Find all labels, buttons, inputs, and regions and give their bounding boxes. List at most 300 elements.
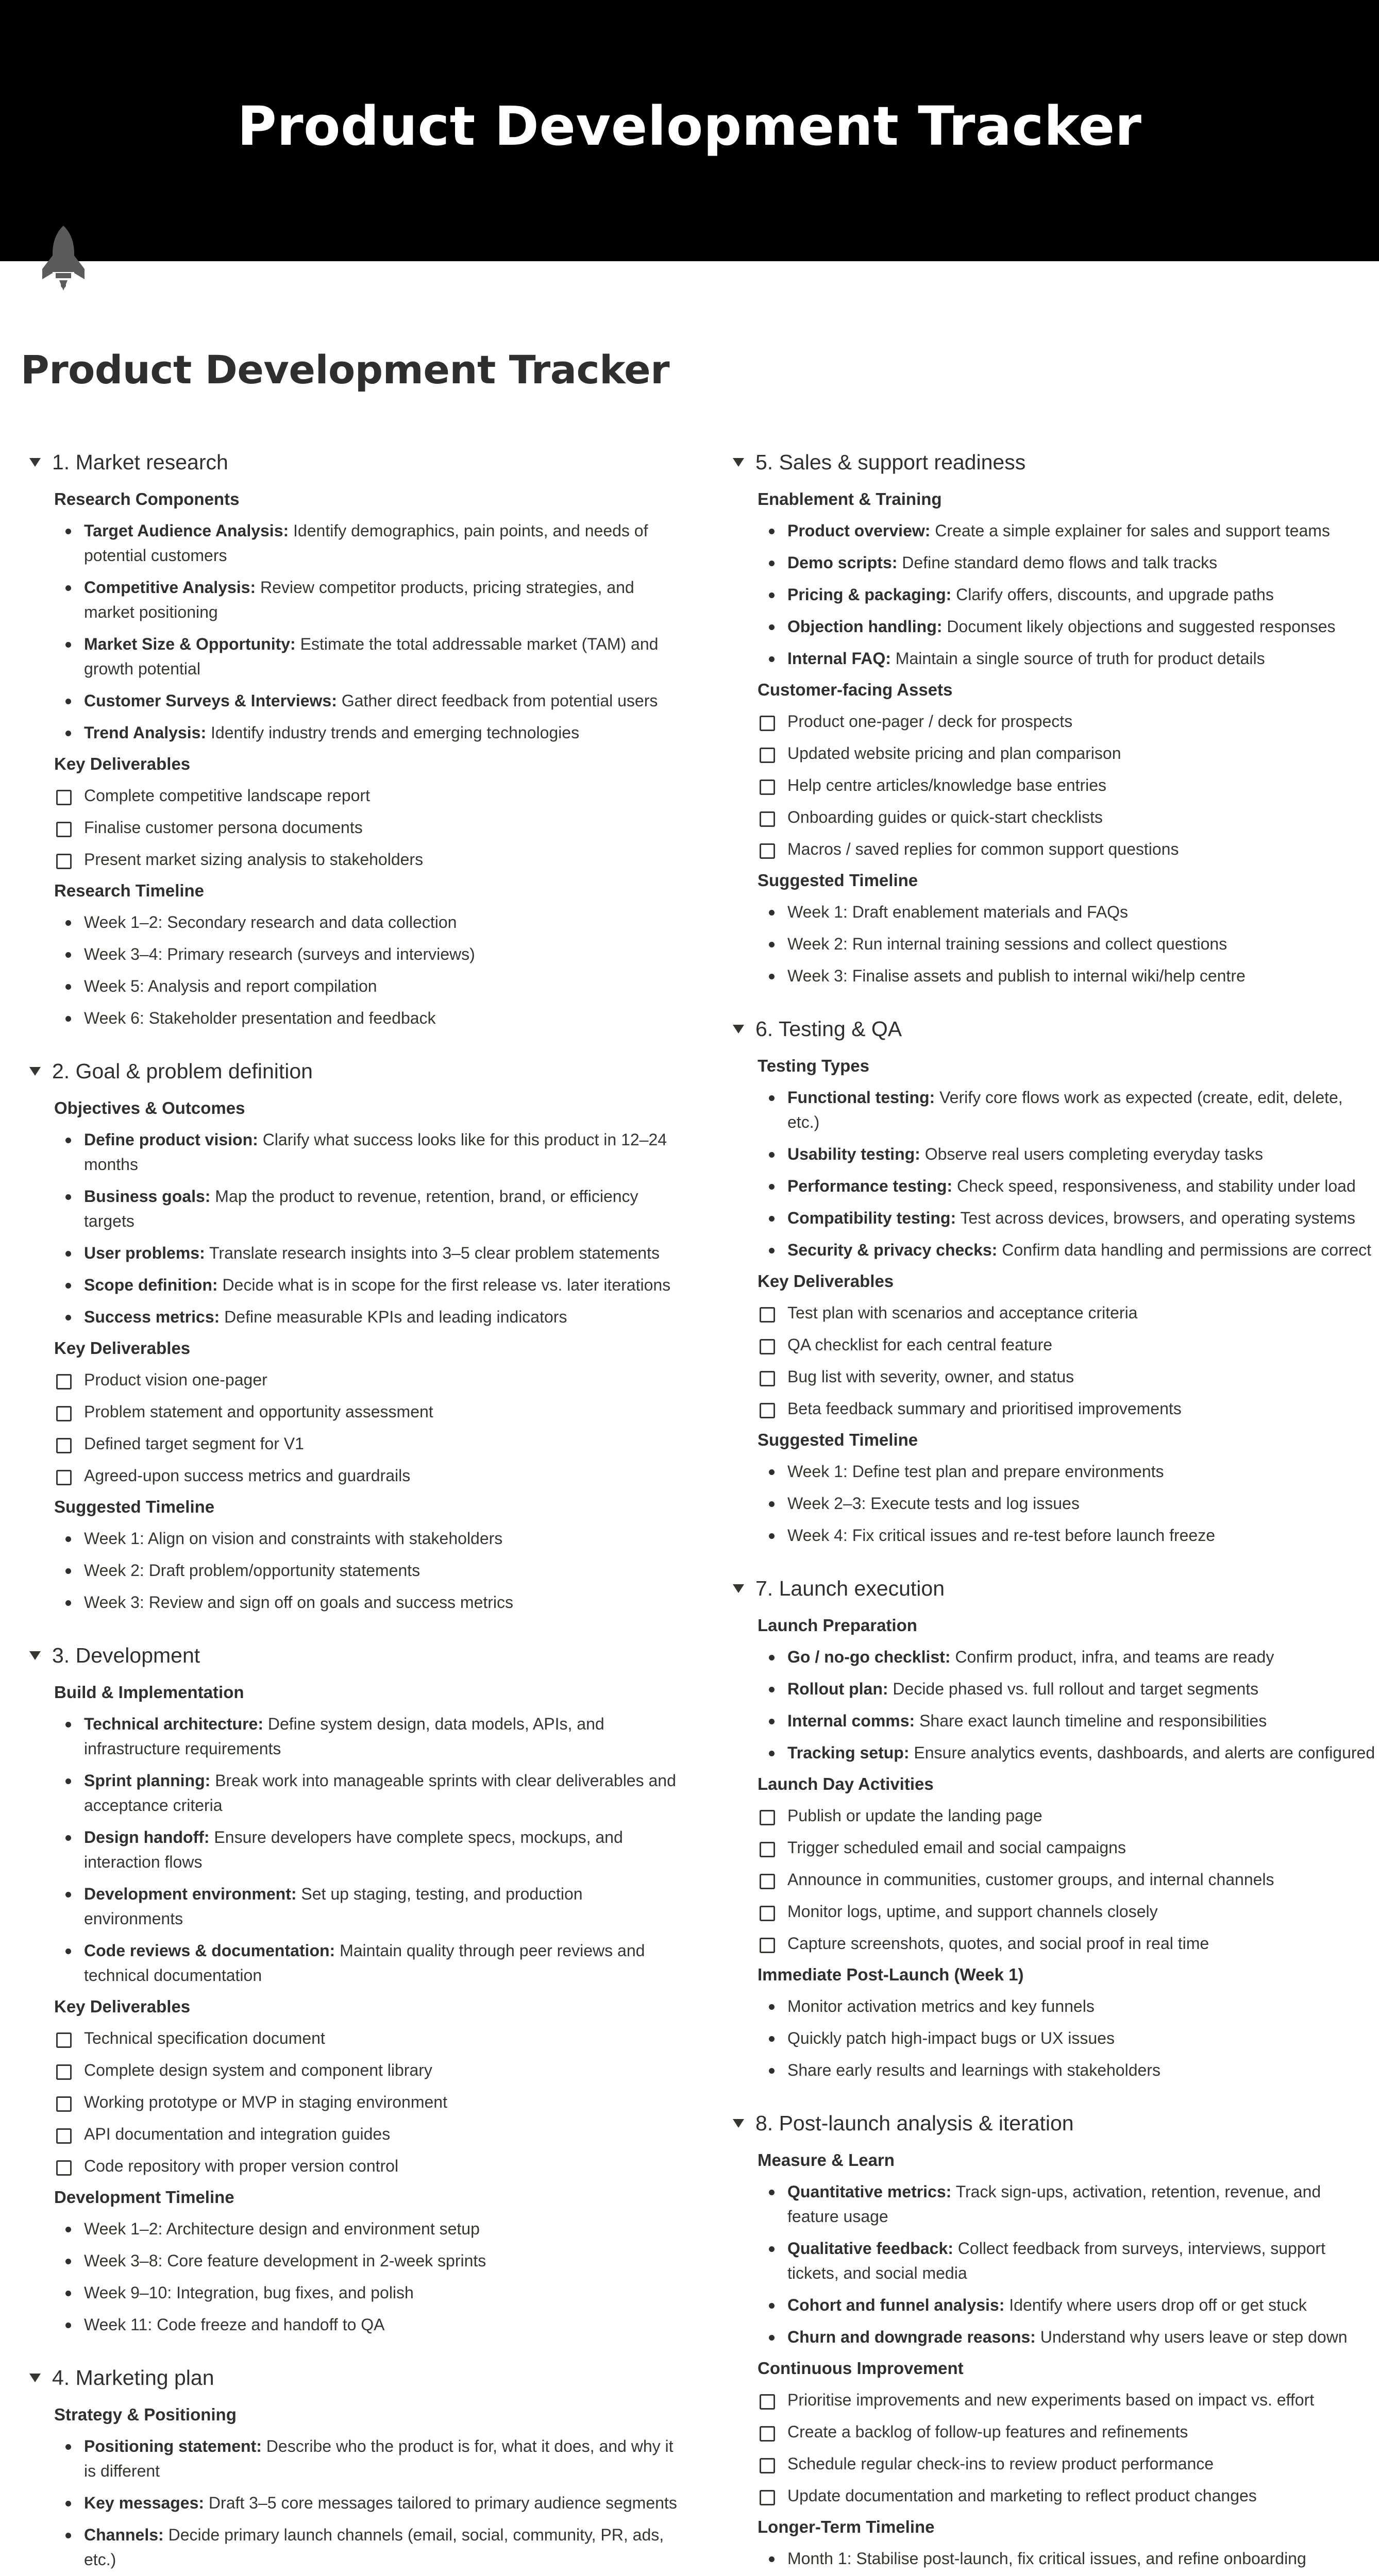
item-label: Rollout plan: — [787, 1680, 888, 1698]
todo-list — [54, 1364, 685, 1492]
toggle-section — [28, 1634, 685, 2341]
list-item — [758, 515, 1376, 547]
section-body — [54, 1093, 685, 1618]
item-text: Verify core flows work as expected (create, edit, delete, etc.) — [787, 1088, 1343, 1131]
subsection-heading: Suggested Timeline — [758, 1430, 918, 1449]
item-label: Key messages: — [84, 2494, 205, 2512]
item-label: Design handoff: — [84, 1828, 210, 1846]
todo-text: Announce in communities, customer groups, and internal channels — [787, 1870, 1274, 1889]
bullet-dot — [769, 1719, 775, 1724]
toggle-header[interactable] — [28, 1049, 685, 1093]
subsection-heading: Launch Preparation — [758, 1616, 917, 1635]
todo-item — [758, 1832, 1376, 1863]
bullet-dot — [65, 1892, 71, 1897]
section-title: 8. Post-launch analysis & iteration — [755, 2111, 1074, 2135]
checkbox[interactable] — [56, 1438, 72, 1453]
checkbox[interactable] — [56, 822, 72, 837]
item-text: Week 1: Align on vision and constraints with stakeholders — [84, 1529, 503, 1548]
checkbox[interactable] — [760, 2458, 775, 2473]
todo-item — [758, 2480, 1376, 2512]
caret-down-icon[interactable] — [28, 2366, 52, 2389]
item-label: Usability testing: — [787, 1145, 920, 1163]
list-item — [758, 1081, 1376, 1138]
list-item — [54, 1124, 685, 1180]
todo-text: QA checklist for each central feature — [787, 1335, 1053, 1354]
item-text: Describe who the product is for, what it does, and why it is different — [84, 2437, 674, 2480]
toggle-header[interactable] — [28, 440, 685, 484]
bullet-list — [758, 2176, 1376, 2353]
list-item — [54, 1708, 685, 1765]
bullet-dot — [769, 2335, 775, 2341]
todo-item — [758, 1361, 1376, 1393]
bullet-dot — [65, 1948, 71, 1954]
item-text: Test across devices, browsers, and operating systems — [956, 1209, 1355, 1227]
item-label: Trend Analysis: — [84, 723, 207, 742]
todo-item — [758, 705, 1376, 737]
section-body — [758, 1610, 1376, 2086]
bullet-dot — [769, 2556, 775, 2562]
item-label: Market Size & Opportunity: — [84, 635, 296, 653]
list-item — [54, 1522, 685, 1554]
bullet-dot — [769, 529, 775, 534]
item-text: Document likely objections and suggested responses — [942, 617, 1336, 636]
toggle-header[interactable] — [732, 2102, 1376, 2145]
bullet-dot — [65, 1194, 71, 1200]
bullet-dot — [769, 1533, 775, 1539]
bullet-dot — [65, 699, 71, 704]
todo-text: Updated website pricing and plan comparison — [787, 744, 1121, 762]
checkbox[interactable] — [760, 1371, 775, 1386]
todo-item — [758, 1393, 1376, 1425]
subsection-heading: Key Deliverables — [54, 754, 191, 773]
todo-item — [758, 2448, 1376, 2480]
bullet-dot — [65, 2323, 71, 2328]
item-text: Month 1: Stabilise post-launch, fix critical issues, and refine onboarding — [787, 2549, 1306, 2568]
item-text: Gather direct feedback from potential users — [337, 691, 658, 710]
list-item — [54, 1554, 685, 1586]
item-text: Clarify what success looks like for this product in 12–24 months — [84, 1130, 667, 1174]
list-item — [758, 1487, 1376, 1519]
todo-list — [758, 2384, 1376, 2512]
item-text: Week 2: Run internal training sessions and collect questions — [787, 935, 1227, 953]
todo-item — [758, 2416, 1376, 2448]
caret-down-icon[interactable] — [732, 1017, 755, 1041]
toggle-header[interactable] — [732, 1567, 1376, 1610]
todo-item — [54, 779, 685, 811]
list-item — [758, 1641, 1376, 1673]
bullet-dot — [65, 642, 71, 648]
bullet-dot — [65, 920, 71, 926]
todo-text: Schedule regular check-ins to review product performance — [787, 2454, 1214, 2473]
todo-item — [54, 2118, 685, 2150]
caret-down-icon[interactable] — [28, 450, 52, 474]
list-item — [758, 1673, 1376, 1705]
item-text: Ensure analytics events, dashboards, and alerts are configured — [909, 1743, 1375, 1762]
bullet-dot — [769, 2246, 775, 2252]
item-text: Translate research insights into 3–5 clear problem statements — [205, 1244, 660, 1262]
item-text: Week 4: Fix critical issues and re-test before launch freeze — [787, 1526, 1215, 1545]
checkbox[interactable] — [56, 854, 72, 869]
list-item — [54, 2519, 685, 2575]
todo-list — [54, 2022, 685, 2182]
subsection-heading: Continuous Improvement — [758, 2359, 964, 2378]
bullet-dot — [65, 1315, 71, 1320]
item-text: Confirm product, infra, and teams are ready — [950, 1648, 1274, 1666]
item-text: Quickly patch high-impact bugs or UX issues — [787, 2029, 1115, 2047]
toggle-section — [732, 440, 1376, 992]
todo-text: Complete competitive landscape report — [84, 786, 370, 805]
item-label: Technical architecture: — [84, 1715, 263, 1733]
list-item — [758, 2176, 1376, 2232]
checkbox[interactable] — [760, 2426, 775, 2442]
item-label: Business goals: — [84, 1187, 211, 1206]
section-title: 6. Testing & QA — [755, 1016, 902, 1041]
list-item — [54, 1269, 685, 1301]
bullet-dot — [65, 2291, 71, 2296]
item-text: Decide what is in scope for the first release vs. later iterations — [217, 1276, 671, 1294]
item-text: Week 3: Finalise assets and publish to internal wiki/help centre — [787, 967, 1246, 985]
item-text: Week 3: Review and sign off on goals and success metrics — [84, 1593, 514, 1612]
item-text: Define standard demo flows and talk tracks — [897, 553, 1218, 572]
item-text: Draft 3–5 core messages tailored to primary audience segments — [204, 2494, 677, 2512]
list-item — [758, 896, 1376, 928]
list-item — [758, 1990, 1376, 2022]
subsection-heading: Objectives & Outcomes — [54, 1098, 245, 1117]
checkbox[interactable] — [56, 1470, 72, 1485]
todo-text: Working prototype or MVP in staging environment — [84, 2093, 447, 2111]
bullet-list — [758, 896, 1376, 992]
bullet-dot — [769, 1184, 775, 1190]
checkbox[interactable] — [56, 2128, 72, 2144]
list-item — [54, 1878, 685, 1935]
subsection-heading: Launch Day Activities — [758, 1774, 934, 1793]
list-item — [54, 717, 685, 749]
bullet-list — [54, 2430, 685, 2576]
subsection-heading: Development Timeline — [54, 2188, 234, 2207]
bullet-dot — [769, 1751, 775, 1756]
bullet-dot — [769, 2004, 775, 2010]
toggle-header[interactable] — [732, 440, 1376, 484]
todo-item — [54, 2054, 685, 2086]
bullet-dot — [65, 952, 71, 958]
list-item — [54, 906, 685, 938]
bullet-dot — [769, 624, 775, 630]
item-text: Estimate the total addressable market (TAM) and growth potential — [84, 635, 659, 678]
item-text: Identify where users drop off or get stuck — [1004, 2296, 1307, 2314]
todo-text: Finalise customer persona documents — [84, 818, 363, 837]
subsection-heading: Testing Types — [758, 1056, 869, 1075]
checkbox[interactable] — [760, 1810, 775, 1825]
item-text: Identify industry trends and emerging technologies — [206, 723, 580, 742]
section-body — [758, 484, 1376, 992]
list-item — [758, 1737, 1376, 1769]
section-title: 7. Launch execution — [755, 1576, 945, 1600]
checkbox[interactable] — [760, 1403, 775, 1418]
list-item — [758, 1519, 1376, 1551]
bullet-dot — [769, 2190, 775, 2195]
checkbox[interactable] — [760, 2394, 775, 2410]
caret-down-icon[interactable] — [28, 1643, 52, 1667]
todo-item — [758, 2384, 1376, 2416]
item-label: Tracking setup: — [787, 1743, 910, 1762]
bullet-dot — [769, 942, 775, 947]
item-text: Understand why users leave or step down — [1035, 2328, 1348, 2346]
bullet-dot — [769, 1687, 775, 1692]
bullet-list — [54, 1708, 685, 1991]
todo-text: Complete design system and component library — [84, 2061, 432, 2079]
bullet-dot — [769, 1152, 775, 1158]
list-item — [54, 1301, 685, 1333]
subsection-heading: Research Timeline — [54, 881, 205, 900]
list-item — [54, 2245, 685, 2277]
list-item — [54, 2309, 685, 2341]
bullet-list — [758, 1990, 1376, 2086]
bullet-dot — [769, 1248, 775, 1253]
toggle-header[interactable] — [28, 2356, 685, 2399]
checkbox[interactable] — [56, 790, 72, 805]
todo-text: Update documentation and marketing to reflect product changes — [787, 2486, 1257, 2505]
item-text: Week 1–2: Secondary research and data collection — [84, 913, 457, 931]
checkbox[interactable] — [760, 1307, 775, 1323]
list-item — [758, 960, 1376, 992]
caret-down-icon[interactable] — [732, 1577, 755, 1600]
todo-item — [758, 801, 1376, 833]
todo-list — [758, 1297, 1376, 1425]
bullet-dot — [65, 1283, 71, 1289]
bullet-dot — [65, 529, 71, 534]
todo-text: Create a backlog of follow-up features and refinements — [787, 2422, 1188, 2441]
checkbox[interactable] — [56, 2064, 72, 2080]
caret-down-icon[interactable] — [732, 2111, 755, 2135]
list-item — [54, 2487, 685, 2519]
item-label: Define product vision: — [84, 1130, 258, 1149]
bullet-dot — [769, 561, 775, 566]
list-item — [54, 2213, 685, 2245]
caret-down-icon[interactable] — [28, 1059, 52, 1083]
list-item — [54, 2277, 685, 2309]
checkbox[interactable] — [56, 2032, 72, 2048]
checkbox[interactable] — [760, 811, 775, 827]
bullet-list — [54, 1522, 685, 1618]
checkbox[interactable] — [56, 1406, 72, 1421]
page-title: Product Development Tracker — [21, 347, 670, 393]
list-item — [54, 628, 685, 685]
item-text: Observe real users completing everyday tasks — [920, 1145, 1263, 1163]
todo-item — [758, 1297, 1376, 1329]
todo-item — [54, 2022, 685, 2054]
item-text: Week 1: Define test plan and prepare environments — [787, 1462, 1164, 1481]
todo-text: Onboarding guides or quick-start checklists — [787, 808, 1103, 826]
subsection-heading: Key Deliverables — [54, 1338, 191, 1358]
item-text: Map the product to revenue, retention, brand, or efficiency targets — [84, 1187, 638, 1230]
subsection-heading: Research Components — [54, 489, 240, 509]
section-body — [54, 1677, 685, 2341]
item-text: Share early results and learnings with stakeholders — [787, 2061, 1161, 2079]
item-text: Share exact launch timeline and responsibilities — [915, 1711, 1267, 1730]
todo-item — [758, 769, 1376, 801]
item-text: Maintain quality through peer reviews and technical documentation — [84, 1941, 645, 1985]
checkbox[interactable] — [760, 1938, 775, 1953]
item-text: Check speed, responsiveness, and stability under load — [952, 1177, 1356, 1195]
todo-item — [54, 1460, 685, 1492]
list-item — [54, 1237, 685, 1269]
bullet-dot — [65, 1016, 71, 1022]
bullet-dot — [65, 1568, 71, 1574]
item-label: Compatibility testing: — [787, 1209, 956, 1227]
list-item — [758, 1170, 1376, 1202]
bullet-dot — [65, 1600, 71, 1606]
item-label: Positioning statement: — [84, 2437, 262, 2455]
checkbox[interactable] — [760, 748, 775, 763]
item-label: Channels: — [84, 2526, 164, 2544]
bullet-dot — [769, 910, 775, 916]
item-text: Define measurable KPIs and leading indicators — [220, 1308, 567, 1326]
item-text: Week 11: Code freeze and handoff to QA — [84, 2315, 385, 2334]
checkbox[interactable] — [760, 1339, 775, 1354]
subsection-heading: Longer-Term Timeline — [758, 2517, 935, 2536]
item-text: Clarify offers, discounts, and upgrade paths — [951, 585, 1274, 604]
todo-item — [54, 1396, 685, 1428]
todo-item — [758, 1927, 1376, 1959]
checkbox[interactable] — [56, 2160, 72, 2176]
bullet-list — [54, 2213, 685, 2341]
toggle-section — [732, 2102, 1376, 2576]
caret-down-icon[interactable] — [732, 450, 755, 474]
list-item — [54, 1821, 685, 1878]
list-item — [54, 1765, 685, 1821]
todo-text: Test plan with scenarios and acceptance criteria — [787, 1303, 1138, 1322]
todo-item — [758, 737, 1376, 769]
bullet-list — [54, 906, 685, 1034]
item-label: Cohort and funnel analysis: — [787, 2296, 1005, 2314]
todo-item — [758, 1895, 1376, 1927]
checkbox[interactable] — [56, 1374, 72, 1389]
bullet-dot — [769, 1655, 775, 1660]
list-item — [54, 515, 685, 571]
subsection-heading: Immediate Post-Launch (Week 1) — [758, 1965, 1024, 1984]
section-title: 4. Marketing plan — [52, 2365, 214, 2389]
bullet-dot — [65, 731, 71, 736]
banner-title: Product Development Tracker — [237, 95, 1142, 158]
todo-list — [758, 1800, 1376, 1959]
list-item — [758, 2022, 1376, 2054]
item-text: Week 6: Stakeholder presentation and feedback — [84, 1009, 436, 1027]
item-text: Week 3–4: Primary research (surveys and interviews) — [84, 945, 475, 963]
checkbox[interactable] — [760, 1906, 775, 1921]
bullet-list — [758, 515, 1376, 674]
subsection-heading: Customer-facing Assets — [758, 680, 953, 699]
item-label: Target Audience Analysis: — [84, 521, 289, 540]
todo-text: Code repository with proper version control — [84, 2157, 399, 2175]
bullet-list — [758, 2543, 1376, 2576]
todo-text: Technical specification document — [84, 2029, 325, 2047]
todo-text: Monitor logs, uptime, and support channels closely — [787, 1902, 1158, 1921]
todo-text: Macros / saved replies for common support questions — [787, 840, 1179, 858]
item-label: Code reviews & documentation: — [84, 1941, 335, 1960]
item-label: Customer Surveys & Interviews: — [84, 691, 337, 710]
item-text: Ensure developers have complete specs, mockups, and interaction flows — [84, 1828, 623, 1871]
item-text: Break work into manageable sprints with clear deliverables and acceptance criteria — [84, 1771, 676, 1815]
checkbox[interactable] — [760, 843, 775, 859]
item-text: Week 2: Draft problem/opportunity statements — [84, 1561, 421, 1580]
todo-list — [54, 779, 685, 875]
checkbox[interactable] — [760, 1874, 775, 1889]
bullet-list — [54, 515, 685, 749]
item-label: Demo scripts: — [787, 553, 898, 572]
list-item — [54, 2430, 685, 2487]
item-label: Security & privacy checks: — [787, 1241, 998, 1259]
todo-text: Product vision one-pager — [84, 1370, 267, 1389]
toggle-header[interactable] — [28, 1634, 685, 1677]
item-text: Week 9–10: Integration, bug fixes, and polish — [84, 2283, 414, 2302]
list-item — [758, 642, 1376, 674]
list-item — [758, 1455, 1376, 1487]
subsection-heading: Suggested Timeline — [54, 1497, 215, 1516]
toggle-section — [28, 440, 685, 1034]
list-item — [758, 2054, 1376, 2086]
checkbox[interactable] — [760, 716, 775, 731]
item-label: Scope definition: — [84, 1276, 218, 1294]
todo-item — [54, 843, 685, 875]
item-text: Week 5: Analysis and report compilation — [84, 977, 377, 995]
todo-text: Defined target segment for V1 — [84, 1434, 304, 1453]
bullet-list — [758, 1455, 1376, 1551]
list-item — [758, 579, 1376, 611]
section-body — [54, 2399, 685, 2576]
item-label: Churn and downgrade reasons: — [787, 2328, 1036, 2346]
bullet-dot — [65, 1251, 71, 1257]
todo-item — [54, 1428, 685, 1460]
list-item — [54, 1586, 685, 1618]
checkbox[interactable] — [760, 2490, 775, 2505]
todo-text: API documentation and integration guides — [84, 2125, 391, 2143]
item-text: Confirm data handling and permissions are correct — [997, 1241, 1372, 1259]
todo-item — [758, 1863, 1376, 1895]
item-text: Review competitor products, pricing strategies, and market positioning — [84, 578, 634, 621]
item-text: Decide phased vs. full rollout and target segments — [888, 1680, 1259, 1698]
item-label: Success metrics: — [84, 1308, 220, 1326]
left-column — [28, 440, 685, 2576]
todo-text: Help centre articles/knowledge base entries — [787, 776, 1106, 794]
subsection-heading: Key Deliverables — [758, 1272, 894, 1291]
checkbox[interactable] — [760, 1842, 775, 1857]
list-item — [54, 685, 685, 717]
bullet-dot — [769, 2303, 775, 2309]
todo-item — [54, 811, 685, 843]
todo-text: Agreed-upon success metrics and guardrails — [84, 1466, 411, 1485]
bullet-dot — [769, 2068, 775, 2074]
list-item — [54, 1935, 685, 1991]
checkbox[interactable] — [760, 779, 775, 795]
list-item — [758, 1202, 1376, 1234]
toggle-header[interactable] — [732, 1007, 1376, 1050]
section-title: 2. Goal & problem definition — [52, 1059, 313, 1083]
bullet-dot — [65, 2259, 71, 2264]
item-label: Product overview: — [787, 521, 931, 540]
item-label: Internal comms: — [787, 1711, 915, 1730]
list-item — [758, 2543, 1376, 2574]
list-item — [758, 928, 1376, 960]
todo-item — [54, 1364, 685, 1396]
bullet-dot — [65, 1835, 71, 1841]
subsection-heading: Key Deliverables — [54, 1997, 191, 2016]
todo-text: Present market sizing analysis to stakeholders — [84, 850, 424, 869]
list-item — [758, 2321, 1376, 2353]
rocket-icon[interactable] — [35, 222, 92, 299]
checkbox[interactable] — [56, 2096, 72, 2112]
bullet-list — [54, 1124, 685, 1333]
item-text: Define system design, data models, APIs, and infrastructure requirements — [84, 1715, 604, 1758]
